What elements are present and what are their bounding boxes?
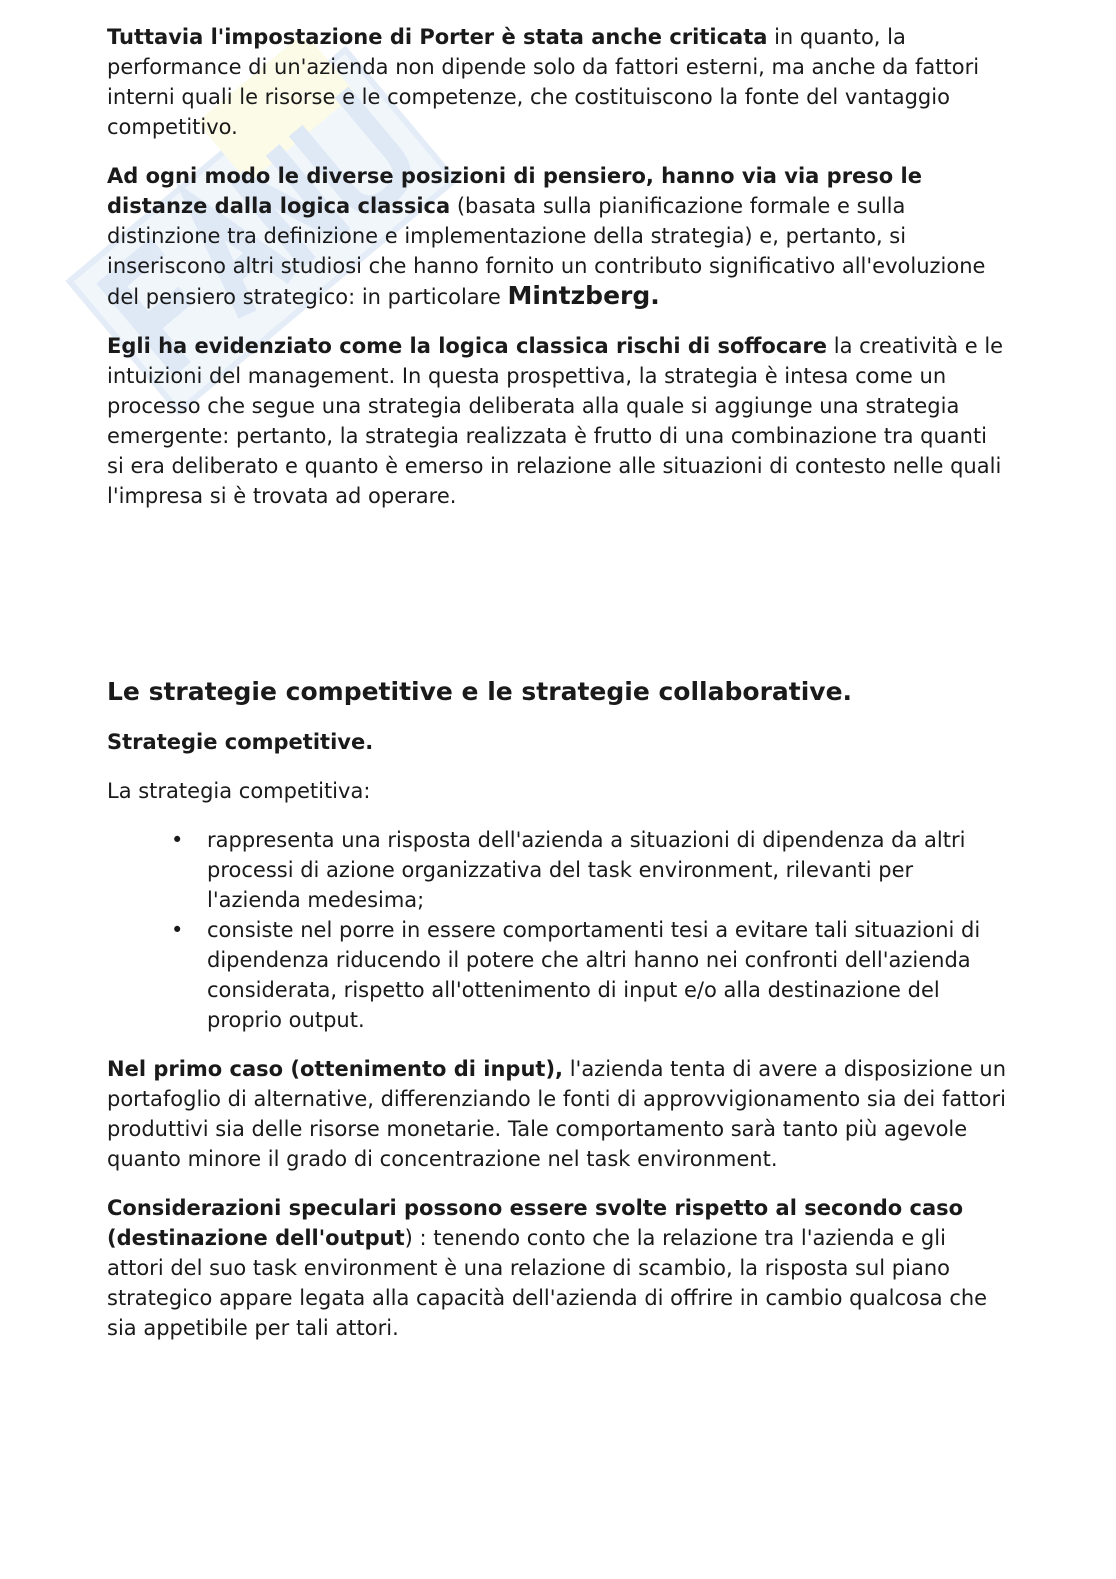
paragraph-text: la creatività e le intuizioni del management. In questa prospettiva, la strategia è intesa come un processo che segue una strategia deliberata alla quale si aggiunge una strategia emergente: pertanto, la strategia realizzata è frutto di una combinazione tra quanti si era deliberato e quanto è emerso in relazione alle situazioni di contesto nelle quali l'impresa si è trovata ad operare.	[107, 334, 1004, 508]
paragraph-bold-lead: Nel primo caso (ottenimento di input),	[107, 1057, 564, 1081]
paragraph-bold-lead: Egli ha evidenziato come la logica classica rischi di soffocare	[107, 334, 828, 358]
paragraph-secondo-caso	[107, 1193, 1007, 1343]
list-item-text: consiste nel porre in essere comportamenti tesi a evitare tali situazioni di dipendenza riducendo il potere che altri hanno nei confronti dell'azienda considerata, rispetto all'ottenimento di input e/o alla destinazione del proprio output.	[207, 918, 981, 1032]
list-item-text: rappresenta una risposta dell'azienda a situazioni di dipendenza da altri processi di azione organizzativa del task environment, rilevanti per l'azienda medesima;	[207, 828, 966, 912]
paragraph-text: in quanto, la performance di un'azienda non dipende solo da fattori esterni, ma anche da fattori interni quali le risorse e le competenze, che costituiscono la fonte del vantaggio competitivo.	[107, 25, 980, 139]
paragraph-text: (basata sulla pianificazione formale e sulla distinzione tra definizione e implementazione della strategia) e, pertanto, si inseriscono altri studiosi che hanno fornito un contributo significativo all'evoluzione del pensiero strategico: in particolare	[107, 194, 986, 309]
paragraph-primo-caso	[107, 1054, 1007, 1174]
bullet-list	[107, 825, 1007, 1035]
paragraph-mintzberg	[107, 331, 1007, 511]
bullet-icon: •	[171, 918, 184, 942]
bullet-icon: •	[171, 828, 184, 852]
document-body	[107, 22, 1007, 1362]
list-intro: La strategia competitiva:	[107, 779, 371, 803]
list-item	[171, 825, 1007, 915]
paragraph-bold-lead: Tuttavia l'impostazione di Porter è stata anche criticata	[107, 25, 768, 49]
paragraph-text: l'azienda tenta di avere a disposizione un portafoglio di alternative, differenziando le fonti di approvvigionamento sia dei fattori produttivi sia delle risorse monetarie. Tale comportamento sarà tanto più agevole quanto minore il grado di concentrazione nel task environment.	[107, 1057, 1007, 1171]
section-title: Le strategie competitive e le strategie collaborative.	[107, 677, 853, 706]
section-subtitle: Strategie competitive.	[107, 730, 374, 754]
author-name: Mintzberg.	[507, 281, 660, 310]
paragraph-porter-criticism	[107, 22, 1007, 142]
paragraph-logica-classica	[107, 161, 1007, 312]
paragraph-bold-lead: Ad ogni modo le diverse posizioni di pensiero, hanno via via preso le distanze dalla logica classica	[107, 164, 922, 218]
paragraph-text: ) : tenendo conto che la relazione tra l'azienda e gli attori del suo task environment è una relazione di scambio, la risposta sul piano strategico appare legata alla capacità dell'azienda di offrire in cambio qualcosa che sia appetibile per tali attori.	[107, 1226, 988, 1340]
list-item	[171, 915, 1007, 1035]
paragraph-bold-lead: Considerazioni speculari possono essere svolte rispetto al secondo caso (destinazione dell'output	[107, 1196, 964, 1250]
